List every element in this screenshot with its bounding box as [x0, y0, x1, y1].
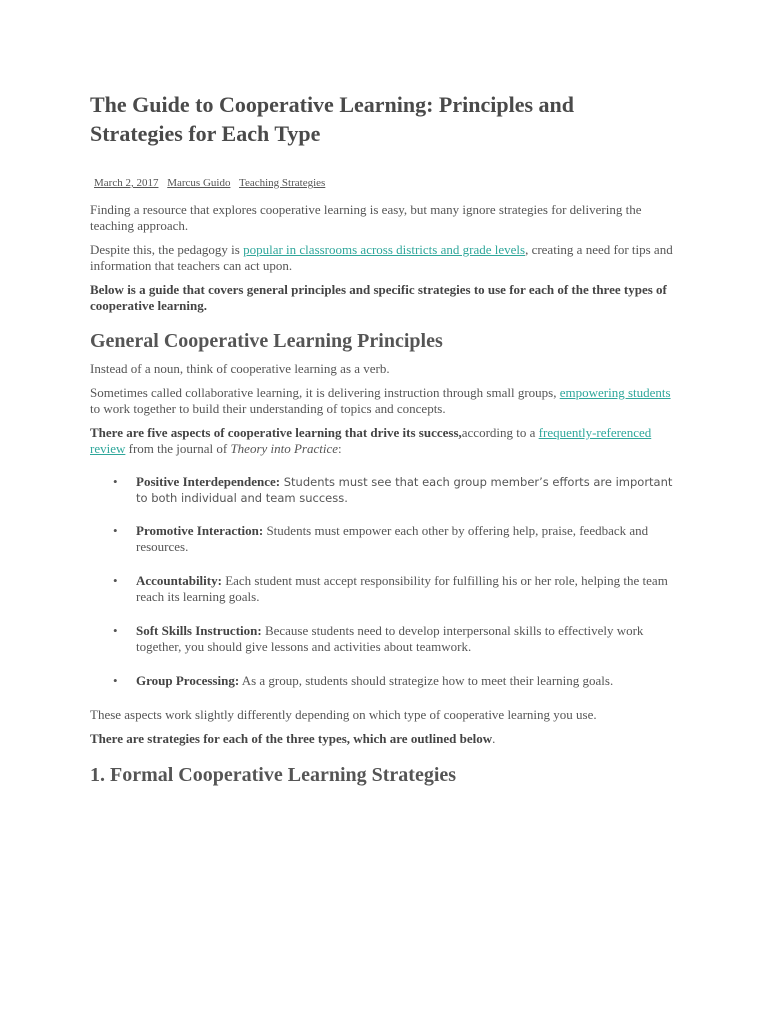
list-item-description: Each student must accept responsibility for fulfilling his or her role, helping the team reach its learning goals. [136, 573, 668, 604]
popular-in-classrooms-link[interactable]: popular in classrooms across districts and grade levels [243, 242, 526, 257]
frequently-referenced-review-link[interactable]: frequently-referenced review [90, 425, 652, 456]
bullet-icon: • [113, 673, 118, 688]
intro-p3-bold: Below is a guide that covers general principles and specific strategies to use for each of the three types of cooperative learning. [90, 282, 667, 313]
section-heading-formal: 1. Formal Cooperative Learning Strategies [90, 764, 457, 786]
intro-paragraph-2 [90, 242, 680, 274]
principles-p5-end: . [492, 731, 496, 746]
list-item-term: Group Processing: [136, 673, 240, 688]
principles-p3-text-mid: according to a [461, 425, 539, 440]
intro-p2-text-after: , creating a need for tips and information that teachers can act upon. [90, 242, 673, 273]
bullet-icon: • [113, 573, 118, 588]
principles-p2-text-before: Sometimes called collaborative learning, it is delivering instruction through small groups, [90, 385, 560, 400]
list-item-term: Soft Skills Instruction: [136, 623, 262, 638]
principles-p2-text-after: to work together to build their understanding of topics and concepts. [90, 401, 446, 416]
category-link[interactable]: Teaching Strategies [239, 177, 326, 189]
principles-paragraph-3 [90, 425, 680, 457]
list-item-description: Students must empower each other by offering help, praise, feedback and resources. [136, 523, 649, 554]
principles-paragraph-4: These aspects work slightly differently depending on which type of cooperative learning you use. [90, 707, 597, 722]
page-title: The Guide to Cooperative Learning: Principles and Strategies for Each Type [90, 92, 574, 146]
list-item-description: Students must see that each group member’s efforts are important to both individual and team success. [136, 475, 673, 505]
post-meta [94, 176, 331, 190]
list-item-text [136, 573, 681, 605]
post-date-link[interactable]: March 2, 2017 [94, 177, 159, 189]
list-item-term: Promotive Interaction: [136, 523, 264, 538]
bullet-icon: • [113, 623, 118, 638]
section-heading-principles: General Cooperative Learning Principles [90, 330, 443, 352]
list-item-term: Accountability: [136, 573, 222, 588]
author-link[interactable]: Marcus Guido [167, 177, 231, 189]
principles-paragraph-5 [90, 731, 680, 747]
list-item-description: As a group, students should strategize how to meet their learning goals. [239, 673, 614, 688]
intro-paragraph-3 [90, 282, 680, 314]
principles-paragraph-1: Instead of a noun, think of cooperative learning as a verb. [90, 361, 390, 376]
list-item-description: Because students need to develop interpersonal skills to effectively work together, you should give lessons and activities about teamwork. [136, 623, 644, 654]
intro-p2-text-before: Despite this, the pedagogy is [90, 242, 244, 257]
principles-p3-end: : [338, 441, 342, 456]
intro-paragraph-1: Finding a resource that explores cooperative learning is easy, but many ignore strategies for delivering the teaching approach. [90, 202, 642, 233]
principles-p5-bold: There are strategies for each of the three types, which are outlined below [90, 731, 493, 746]
journal-title: Theory into Practice [230, 441, 339, 456]
empowering-students-link[interactable]: empowering students [559, 385, 671, 400]
list-item-text [136, 673, 681, 689]
bullet-icon: • [113, 523, 118, 538]
list-item-text [136, 474, 681, 506]
principles-p3-text-after: from the journal of [125, 441, 231, 456]
list-item-text [136, 523, 681, 555]
list-item-text [136, 623, 681, 655]
list-item-term: Positive Interdependence: [136, 474, 281, 489]
principles-paragraph-2 [90, 385, 680, 417]
bullet-icon: • [113, 474, 118, 489]
principles-p3-bold: There are five aspects of cooperative learning that drive its success, [90, 425, 462, 440]
